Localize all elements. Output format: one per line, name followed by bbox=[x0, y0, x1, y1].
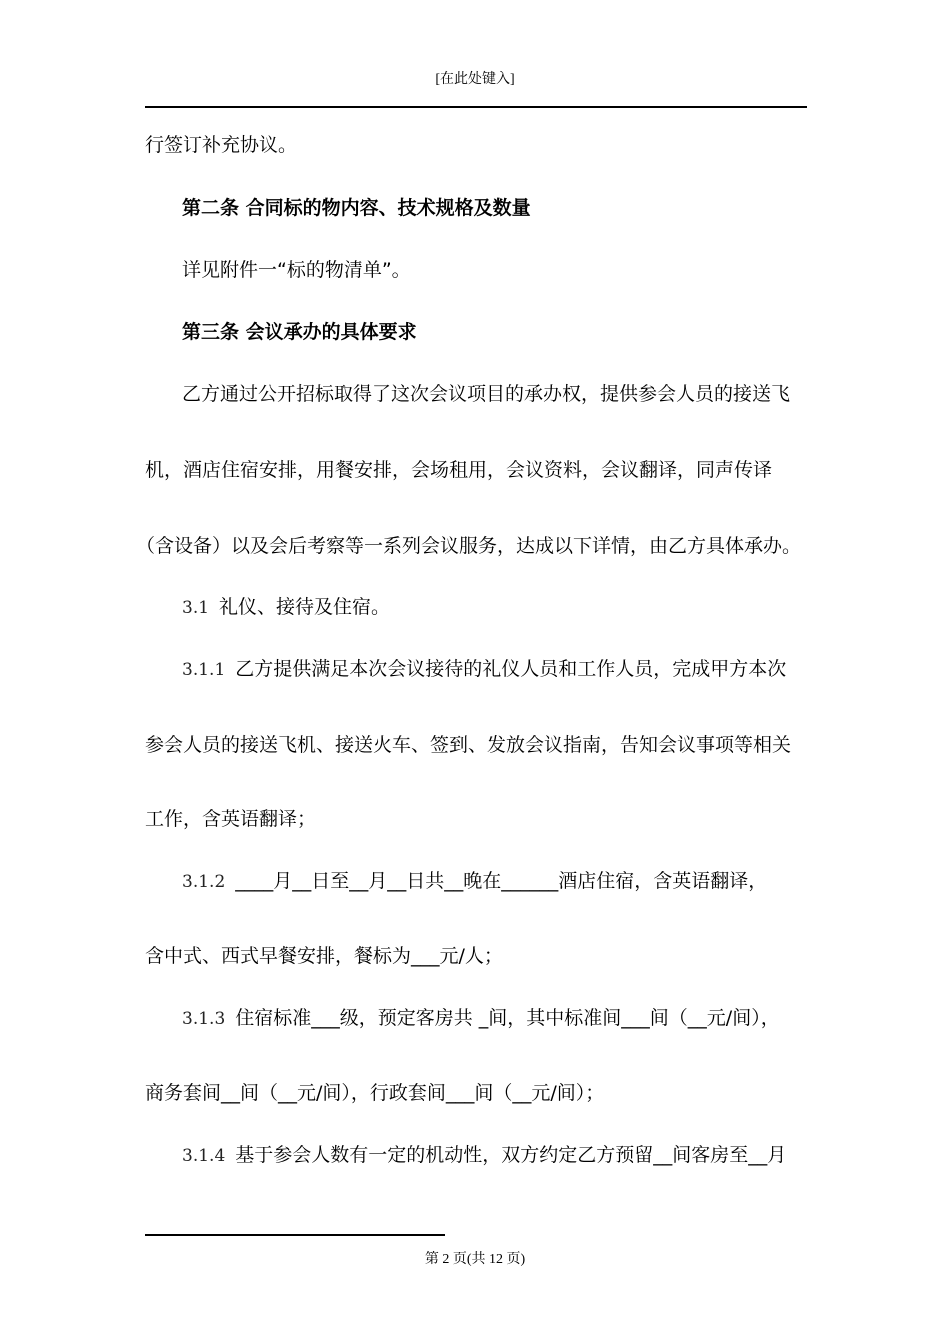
section-heading-article-2: 第二条 合同标的物内容、技术规格及数量 bbox=[182, 197, 531, 219]
clause-text: ____月__日至__月__日共__晚在______酒店住宿，含英语翻译， bbox=[235, 870, 768, 892]
clause-text: 基于参会人数有一定的机动性，双方约定乙方预留__间客房至__月 bbox=[235, 1144, 787, 1166]
header-rule bbox=[145, 106, 807, 108]
body-line: 机，酒店住宿安排，用餐安排，会场租用，会议资料，会议翻译，同声传译 bbox=[145, 459, 773, 481]
body-line: 行签订补充协议。 bbox=[145, 134, 298, 156]
clause-number: 3.1.1 bbox=[182, 660, 226, 680]
body-line: 工作，含英语翻译； bbox=[145, 808, 317, 830]
clause-text: 礼仪、接待及住宿。 bbox=[219, 596, 391, 618]
clause-text: 住宿标准___级，预定客房共 _间，其中标准间___间（__元/间）， bbox=[235, 1007, 780, 1029]
clause-3-1 bbox=[182, 595, 862, 620]
footer-rule bbox=[145, 1234, 445, 1236]
body-line: 乙方通过公开招标取得了这次会议项目的承办权，提供参会人员的接送飞 bbox=[182, 383, 791, 405]
page-footer: 第 2 页(共 12 页) bbox=[424, 1252, 526, 1267]
clause-3-1-3 bbox=[182, 1006, 862, 1031]
clause-text: 乙方提供满足本次会议接待的礼仪人员和工作人员，完成甲方本次 bbox=[235, 658, 787, 680]
clause-number: 3.1 bbox=[182, 598, 210, 618]
body-line: 详见附件一“标的物清单”。 bbox=[182, 259, 411, 281]
clause-3-1-4 bbox=[182, 1143, 862, 1168]
page-header: [在此处键入] bbox=[435, 72, 515, 87]
body-line: 含中式、西式早餐安排，餐标为___元/人； bbox=[145, 945, 503, 967]
clause-number: 3.1.2 bbox=[182, 872, 226, 892]
body-line: （含设备）以及会后考察等一系列会议服务，达成以下详情，由乙方具体承办。 bbox=[136, 535, 802, 557]
clause-3-1-2 bbox=[182, 869, 862, 894]
section-heading-article-3: 第三条 会议承办的具体要求 bbox=[182, 321, 417, 343]
body-line: 参会人员的接送飞机、接送火车、签到、发放会议指南，告知会议事项等相关 bbox=[145, 734, 792, 756]
clause-number: 3.1.3 bbox=[182, 1009, 226, 1029]
clause-number: 3.1.4 bbox=[182, 1146, 226, 1166]
clause-3-1-1 bbox=[182, 657, 862, 682]
body-line: 商务套间__间（__元/间），行政套间___间（__元/间）； bbox=[145, 1082, 605, 1104]
